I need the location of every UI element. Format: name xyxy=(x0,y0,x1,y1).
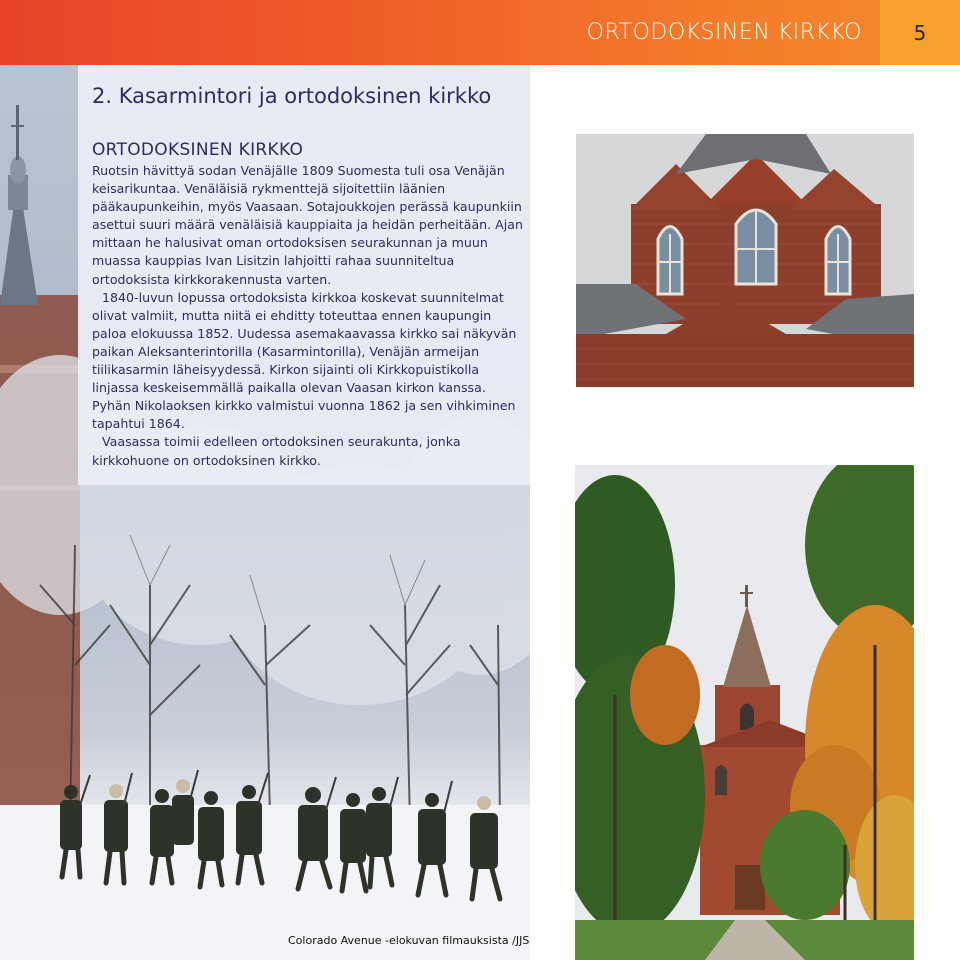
section-label: ORTODOKSINEN KIRKKO xyxy=(586,20,862,45)
paragraph: Ruotsin hävittyä sodan Venäjälle 1809 Suomesta tuli osa Venäjän keisarikuntaa. Venäläisiä rykmenttejä sijoitettiin läänien pääkaupunkeihin, myös Vaasaan. Sotajoukkojen perässä kaupunkiin asettui suuri määrä venäläisiä kauppiaita ja heidän perheitään. Ajan mittaan he halusivat oman ortodoksisen seurakunnan ja muun muassa kauppias Ivan Lisitzin lahjoitti rahaa suunniteltua ortodoksista kirkkorakennusta varten. xyxy=(92,163,523,287)
page-number: 5 xyxy=(913,21,927,45)
page-title: 2. Kasarmintori ja ortodoksinen kirkko xyxy=(92,84,492,108)
paragraph: 1840-luvun lopussa ortodoksista kirkkoa koskevat suunnitelmat olivat valmiit, mutta niitä ei ehditty toteuttaa ennen kaupungin paloa elokuussa 1852. Uudessa asemakaavassa kirkko sai näkyvän paikan Aleksanterintorilla (Kasarmintorilla), Venäjän armeijan tiilikasarmin läheisyydessä. Kirkon sijainti oli Kirkkopuistikolla linjassa keskeisemmällä paikalla olevan Vaasan kirkon kanssa. Pyhän Nikolaoksen kirkko valmistui vuonna 1862 ja sen vihkiminen tapahtui 1864. xyxy=(92,289,517,432)
church-autumn-photo xyxy=(575,465,914,960)
church-dome-photo xyxy=(576,134,914,387)
photo-caption: Colorado Avenue -elokuvan filmauksista /JJS xyxy=(288,934,530,947)
page-number-box xyxy=(880,0,960,65)
article-subheading: ORTODOKSINEN KIRKKO xyxy=(92,140,304,160)
page-header xyxy=(0,0,960,65)
paragraph: Vaasassa toimii edelleen ortodoksinen seurakunta, jonka kirkkohuone on ortodoksinen kirkko. xyxy=(92,434,461,468)
article-body xyxy=(92,162,528,470)
